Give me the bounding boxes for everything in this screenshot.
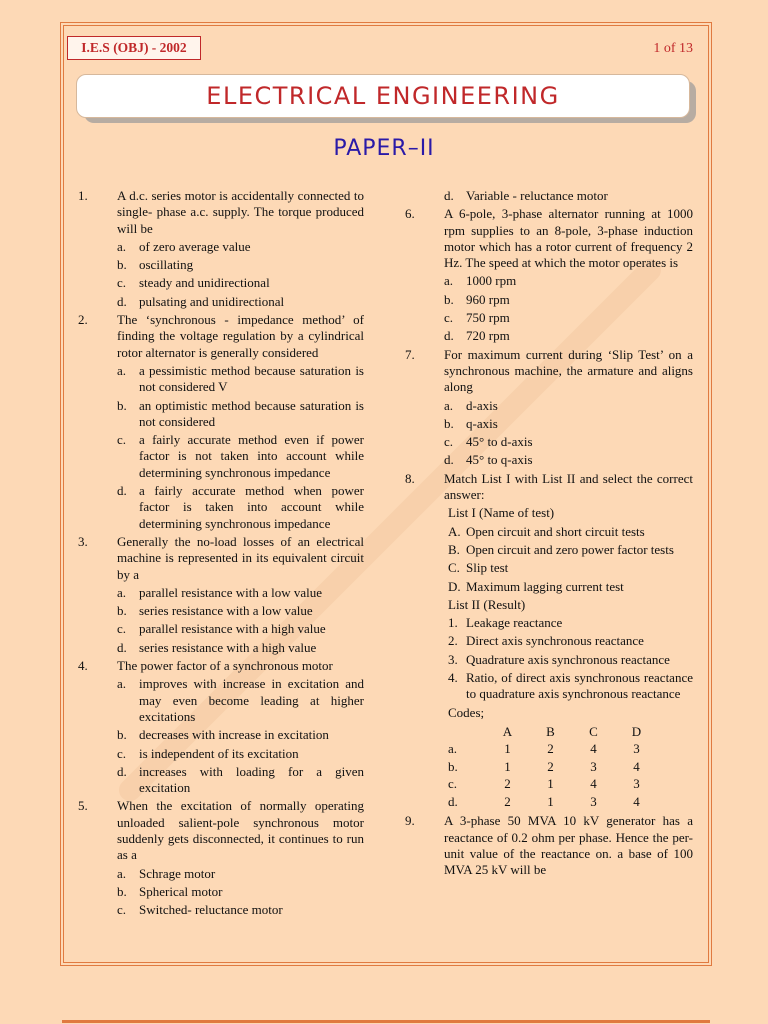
option: b. q-axis	[444, 416, 693, 432]
list-item-text: Quadrature axis synchronous reactance	[466, 651, 670, 667]
option-text: a fairly accurate method even if power factor is not taken into account while determining synchronous impedance	[139, 432, 364, 480]
question-text: The ‘synchronous - impedance method’ of finding the voltage regulation by a cylindrical rotor alternator is generally considered	[117, 312, 364, 360]
question-text: When the excitation of normally operating unloaded salient-pole synchronous motor suddenly gets disconnected, it continues to run as a	[117, 798, 364, 863]
paper-heading: PAPER–II	[333, 136, 435, 161]
codes-row: a. 1 2 4 3	[448, 741, 640, 756]
question-text: The power factor of a synchronous motor	[117, 658, 333, 674]
codes-row: d. 2 1 3 4	[448, 793, 640, 809]
option: c. is independent of its excitation	[117, 746, 364, 762]
option: d. series resistance with a high value	[117, 640, 364, 656]
question-text: A 3-phase 50 MVA 10 kV generator has a reactance of 0.2 ohm per phase. Hence the per-unit value of the reactance on. a base of 100 MVA 25 kV will be	[444, 813, 693, 878]
option: c. 45° to d-axis	[444, 434, 693, 450]
option-text: Schrage motor	[139, 865, 216, 881]
question-4	[78, 658, 364, 674]
codes-header-row: A B C D	[502, 723, 642, 739]
option: d. 720 rpm	[444, 328, 693, 344]
option-text: 1000 rpm	[466, 273, 517, 289]
question-text: Generally the no-load losses of an electrical machine is represented in its equivalent circuit by a	[117, 533, 364, 582]
option-text: oscillating	[139, 257, 194, 273]
codes-row: b. 1 2 3 4	[448, 758, 640, 774]
option: a. 1000 rpm	[444, 273, 693, 289]
list-item-text: Leakage reactance	[466, 615, 563, 631]
list1-item: C. Slip test	[448, 560, 693, 576]
question-text: A d.c. series motor is accidentally connected to single- phase a.c. supply. The torque produced will be	[117, 188, 364, 236]
option-text: parallel resistance with a high value	[139, 621, 326, 637]
list2-item: 2. Direct axis synchronous reactance	[448, 633, 693, 649]
option: c. steady and unidirectional	[117, 275, 364, 291]
option-text: of zero average value	[139, 238, 251, 254]
question-text: Match List I with List II and select the correct answer:	[444, 470, 693, 503]
list2-item: 4. Ratio, of direct axis synchronous reactance to quadrature axis synchronous reactance	[448, 670, 693, 702]
option: c. parallel resistance with a high value	[117, 621, 364, 637]
bottom-rule	[62, 1020, 710, 1023]
option-text: q-axis	[466, 415, 498, 431]
option: b. series resistance with a low value	[117, 603, 364, 619]
question-number: 6.	[405, 206, 415, 222]
option: c. Switched- reluctance motor	[117, 902, 364, 918]
list-item-text: Open circuit and short circuit tests	[466, 523, 645, 539]
option: a. d-axis	[444, 398, 693, 414]
option-text: an optimistic method because saturation is not considered	[139, 397, 364, 429]
question-number: 7.	[405, 346, 415, 362]
list1-item: A. Open circuit and short circuit tests	[448, 524, 693, 540]
option: a. a pessimistic method because saturation is not considered V	[117, 362, 364, 395]
option-text: series resistance with a low value	[139, 603, 313, 619]
option: b. an optimistic method because saturation is not considered	[117, 397, 364, 429]
option: a. parallel resistance with a low value	[117, 585, 364, 601]
option-text: 750 rpm	[466, 310, 510, 326]
option: b. Spherical motor	[117, 884, 364, 900]
list-item-text: Maximum lagging current test	[466, 578, 624, 594]
option-text: 720 rpm	[466, 328, 510, 344]
option-text: 45° to q-axis	[466, 452, 533, 468]
option: b. 960 rpm	[444, 292, 693, 308]
option-text: a pessimistic method because saturation is not considered V	[139, 362, 364, 395]
option: b. oscillating	[117, 257, 364, 273]
question-number: 4.	[78, 658, 88, 674]
question-number: 2.	[78, 312, 88, 328]
option: c. a fairly accurate method even if power factor is not taken into account while determining synchronous impedance	[117, 432, 364, 480]
option-text: improves with increase in excitation and may even become leading at higher excitations	[139, 676, 364, 724]
question-text: For maximum current during ‘Slip Test’ on a synchronous machine, the armature and aligns along	[444, 346, 693, 395]
list2-item: 1. Leakage reactance	[448, 615, 693, 631]
option: d. pulsating and unidirectional	[117, 294, 364, 310]
list1-heading: List I (Name of test)	[448, 505, 555, 521]
codes-label: Codes;	[448, 704, 485, 720]
option-text: Switched- reluctance motor	[139, 902, 283, 918]
list1-item: D. Maximum lagging current test	[448, 579, 693, 595]
option-text: is independent of its excitation	[139, 745, 299, 761]
option-text: 45° to d-axis	[466, 434, 533, 450]
codes-table	[448, 723, 658, 811]
option-text: Spherical motor	[139, 883, 223, 899]
list2-item: 3. Quadrature axis synchronous reactance	[448, 652, 693, 668]
page-title: ELECTRICAL ENGINEERING	[76, 74, 690, 118]
question-6	[405, 206, 693, 271]
page-number: 1 of 13	[653, 41, 693, 56]
list1-item: B. Open circuit and zero power factor tests	[448, 542, 693, 558]
question-2	[78, 312, 364, 361]
option-text: steady and unidirectional	[139, 275, 270, 291]
option-text: increases with loading for a given excitation	[139, 763, 364, 796]
list-item-text: Open circuit and zero power factor tests	[466, 541, 674, 557]
question-9	[405, 813, 693, 878]
exam-tag: I.E.S (OBJ) - 2002	[67, 36, 201, 60]
right-column	[405, 188, 693, 881]
question-5	[78, 798, 364, 863]
option: c. 750 rpm	[444, 310, 693, 326]
left-column	[78, 188, 364, 920]
list-item-text: Slip test	[466, 560, 509, 576]
question-8	[405, 471, 693, 504]
option: d. Variable - reluctance motor	[444, 188, 693, 204]
option: a. improves with increase in excitation and may even become leading at higher excitations	[117, 676, 364, 724]
option: b. decreases with increase in excitation	[117, 727, 364, 743]
question-number: 3.	[78, 533, 88, 549]
option: d. increases with loading for a given excitation	[117, 763, 364, 796]
codes-row: c. 2 1 4 3	[448, 776, 640, 791]
question-number: 1.	[78, 188, 88, 203]
option: d. 45° to q-axis	[444, 452, 693, 468]
option-text: series resistance with a high value	[139, 639, 317, 655]
option-text: decreases with increase in excitation	[139, 727, 329, 743]
list-item-text: Ratio, of direct axis synchronous reactance to quadrature axis synchronous reactance	[466, 670, 693, 702]
question-7	[405, 347, 693, 396]
option: a. of zero average value	[117, 239, 364, 255]
question-number: 9.	[405, 813, 415, 829]
question-text: A 6-pole, 3-phase alternator running at 1000 rpm supplies to an 8-pole, 3-phase induction motor which has a rotor current of frequency 2 Hz. The speed at which the motor operates is	[444, 206, 693, 271]
option-text: 960 rpm	[466, 291, 510, 307]
question-number: 8.	[405, 470, 415, 486]
list2-heading: List II (Result)	[448, 596, 526, 612]
option-text: d-axis	[466, 397, 498, 413]
option: a. Schrage motor	[117, 866, 364, 882]
question-1	[78, 188, 364, 237]
option-text: parallel resistance with a low value	[139, 584, 323, 600]
option-text: Variable - reluctance motor	[466, 188, 608, 203]
option-text: a fairly accurate method when power factor is taken into account while determining synchronous impedance	[139, 483, 364, 531]
option-text: pulsating and unidirectional	[139, 293, 285, 309]
option: d. a fairly accurate method when power factor is taken into account while determining synchronous impedance	[117, 483, 364, 531]
question-3	[78, 534, 364, 583]
list-item-text: Direct axis synchronous reactance	[466, 633, 644, 649]
question-number: 5.	[78, 798, 88, 814]
